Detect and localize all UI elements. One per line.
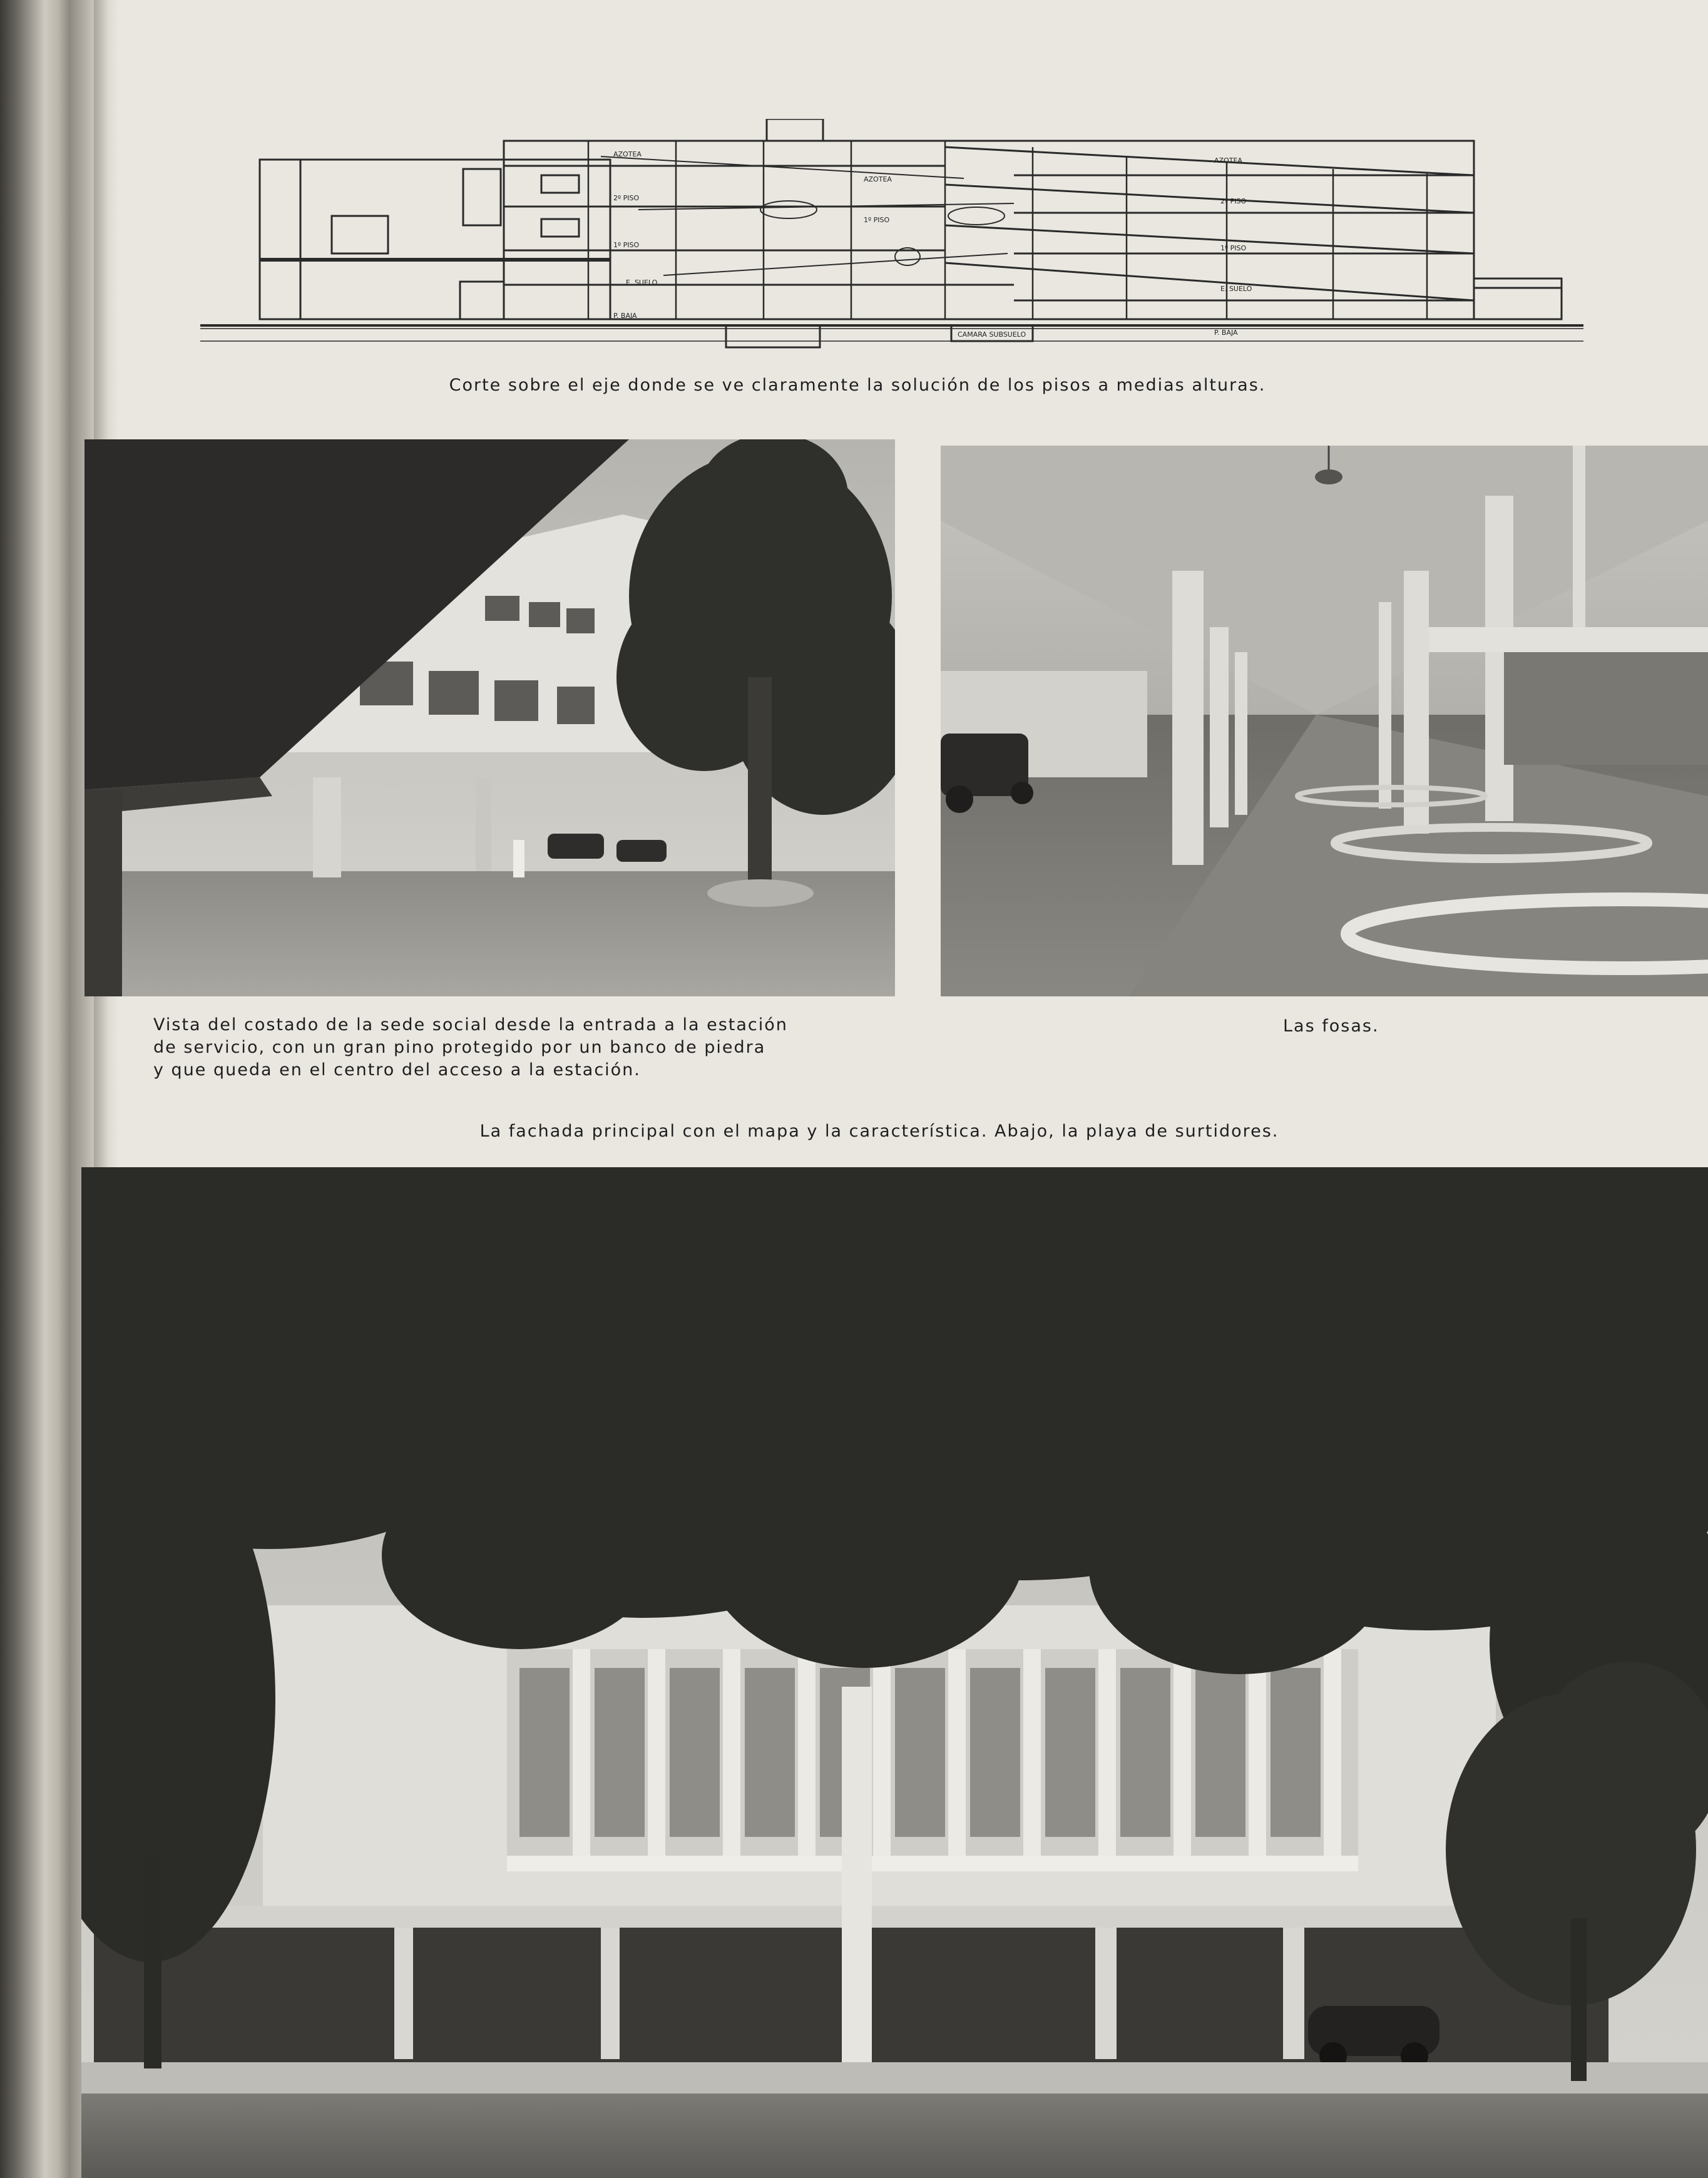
book-gutter [0,0,94,2178]
section-caption: Corte sobre el eje donde se ve claramente la solución de los pisos a medias alturas. [449,376,1266,395]
section-drawing [200,119,1583,369]
side-view-photo [84,439,895,996]
label-esuelo-left: E. SUELO [626,279,658,287]
facade-photo [81,1167,1708,2178]
side-view-caption [153,1014,829,1081]
side-view-caption-line-2: de servicio, con un gran pino protegido por un banco de piedra [153,1038,766,1057]
label-azotea-left: AZOTEA [613,150,642,158]
label-basement: CAMARA SUBSUELO [958,330,1026,339]
label-pbaja-left: P. BAJA [613,312,637,320]
label-azotea-mid: AZOTEA [864,175,892,183]
label-1piso-right: 1º PISO [1220,244,1247,252]
label-esuelo-right: E. SUELO [1220,285,1252,293]
label-azotea-right: AZOTEA [1214,156,1242,165]
label-1piso-left: 1º PISO [613,241,640,249]
label-2piso-left: 2º PISO [613,194,640,202]
side-view-caption-line-1: Vista del costado de la sede social desde la entrada a la estación [153,1015,788,1035]
side-view-caption-line-3: y que queda en el centro del acceso a la estación. [153,1060,641,1080]
pits-caption: Las fosas. [1283,1016,1379,1036]
facade-caption: La fachada principal con el mapa y la característica. Abajo, la playa de surtidores. [479,1122,1279,1141]
label-1piso-mid: 1º PISO [864,216,890,224]
label-pbaja-right: P. BAJA [1214,329,1238,337]
pits-photo [941,446,1708,996]
label-2piso-right: 2º PISO [1220,197,1247,205]
